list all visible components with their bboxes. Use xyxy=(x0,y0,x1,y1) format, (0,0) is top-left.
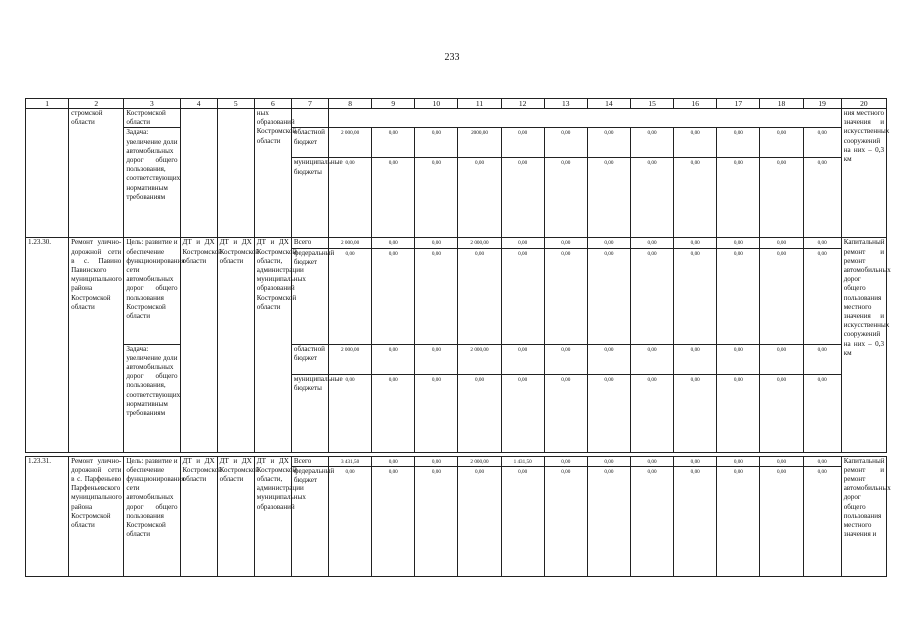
value-cell: 0,00 xyxy=(415,466,458,576)
value-cell: 0,00 xyxy=(674,374,717,452)
coexecutor-cell: ДТ и ДХ Костромской области xyxy=(217,456,254,576)
table-row xyxy=(26,344,887,374)
value-cell: 0,00 xyxy=(501,466,544,576)
column-number: 13 xyxy=(544,99,587,109)
value-cell: 0,00 xyxy=(372,374,415,452)
value-cell: 0,00 xyxy=(587,128,630,158)
value-cell: 0,00 xyxy=(329,374,372,452)
value-cell: 0,00 xyxy=(803,128,841,158)
value-cell: 0,00 xyxy=(415,238,458,248)
item-code-cell xyxy=(26,109,69,238)
value-cell: 0,00 xyxy=(803,248,841,344)
value-cell: 0,00 xyxy=(803,374,841,452)
value-cell: 2 000,00 xyxy=(329,128,372,158)
value-cell: 2 000,00 xyxy=(458,456,501,466)
value-cell: 0,00 xyxy=(674,238,717,248)
coexecutor-cell xyxy=(217,109,254,238)
item-name-cell: Ремонт улично-дорожной сети в с. Парфеньево Парфеньевского муниципального района Костромской области xyxy=(69,456,124,576)
column-number: 8 xyxy=(329,99,372,109)
value-cell: 0,00 xyxy=(329,466,372,576)
value-cell: 0,00 xyxy=(760,238,803,248)
column-number: 15 xyxy=(631,99,674,109)
value-cell: 0,00 xyxy=(329,158,372,238)
column-number: 7 xyxy=(291,99,328,109)
item-code-cell: 1.23.31. xyxy=(26,456,69,576)
executor-cell xyxy=(180,109,217,238)
goal-cell: Цель: развитие и обеспечение функционирования сети автомобильных дорог общего пользования Костромской области xyxy=(124,238,180,344)
value-cell: 0,00 xyxy=(803,238,841,248)
value-cell: 0,00 xyxy=(631,248,674,344)
value-cell: 0,00 xyxy=(501,128,544,158)
value-cell: 0,00 xyxy=(803,158,841,238)
source-label: Всего xyxy=(291,238,328,248)
source-label: муниципальные бюджеты xyxy=(291,158,328,238)
item-name-cell: Ремонт улично-дорожной сети в с. Павино Павинского муниципального района Костромской области xyxy=(69,238,124,452)
value-cell: 0,00 xyxy=(587,466,630,576)
value-cell: 0,00 xyxy=(717,456,760,466)
value-cell: 0,00 xyxy=(674,128,717,158)
value-cell: 0,00 xyxy=(631,344,674,374)
column-number: 18 xyxy=(760,99,803,109)
source-label: Всего xyxy=(291,456,328,466)
value-cell: 0,00 xyxy=(501,374,544,452)
value-cell: 0,00 xyxy=(458,248,501,344)
value-cell: 2 000,00 xyxy=(458,344,501,374)
value-cell: 0,00 xyxy=(415,158,458,238)
value-cell: 0,00 xyxy=(717,466,760,576)
item-name-cell: стромской области xyxy=(69,109,124,238)
values-blank xyxy=(329,109,842,128)
goal-cell: Костромской области xyxy=(124,109,180,128)
value-cell: 0,00 xyxy=(717,238,760,248)
value-cell: 0,00 xyxy=(587,158,630,238)
task-cell: Задача: увеличение доли автомобильных дорог общего пользования, соответствующих нормативным требованиям xyxy=(124,344,180,452)
value-cell: 0,00 xyxy=(501,238,544,248)
value-cell: 0,00 xyxy=(717,158,760,238)
value-cell: 2 000,00 xyxy=(329,238,372,248)
column-number: 3 xyxy=(124,99,180,109)
value-cell: 0,00 xyxy=(501,344,544,374)
value-cell: 0,00 xyxy=(372,248,415,344)
column-number: 19 xyxy=(803,99,841,109)
value-cell: 0,00 xyxy=(717,344,760,374)
value-cell: 0,00 xyxy=(415,344,458,374)
value-cell: 0,00 xyxy=(717,374,760,452)
value-cell: 0,00 xyxy=(544,456,587,466)
value-cell: 0,00 xyxy=(458,374,501,452)
column-number-row xyxy=(26,99,887,109)
item-code-cell: 1.23.30. xyxy=(26,238,69,452)
value-cell: 2 000,00 xyxy=(458,238,501,248)
column-number: 17 xyxy=(717,99,760,109)
value-cell: 0,00 xyxy=(760,374,803,452)
value-cell: 0,00 xyxy=(674,248,717,344)
goal-cell: Цель: развитие и обеспечение функционирования сети автомобильных дорог общего пользования Костромской области xyxy=(124,456,180,576)
value-cell: 0,00 xyxy=(587,456,630,466)
value-cell: 2000,00 xyxy=(458,128,501,158)
value-cell: 0,00 xyxy=(803,466,841,576)
value-cell: 0,00 xyxy=(372,456,415,466)
value-cell: 0,00 xyxy=(760,344,803,374)
participants-cell: ных образований Костромской области xyxy=(254,109,291,238)
coexecutor-cell: ДТ и ДХ Костромской области xyxy=(217,238,254,452)
column-number: 10 xyxy=(415,99,458,109)
value-cell: 0,00 xyxy=(415,374,458,452)
value-cell: 0,00 xyxy=(674,344,717,374)
task-cell: Задача: увеличение доли автомобильных дорог общего пользования, соответствующих нормативным требованиям xyxy=(124,128,180,238)
column-number: 1 xyxy=(26,99,69,109)
value-cell: 0,00 xyxy=(587,238,630,248)
value-cell: 0,00 xyxy=(501,158,544,238)
value-cell: 0,00 xyxy=(631,128,674,158)
value-cell: 0,00 xyxy=(372,128,415,158)
value-cell: 0,00 xyxy=(760,128,803,158)
value-cell: 0,00 xyxy=(544,344,587,374)
participants-cell: ДТ и ДХ Костромской области, администрации муниципальных образований Костромской области xyxy=(254,238,291,452)
value-cell: 0,00 xyxy=(717,248,760,344)
value-cell: 0,00 xyxy=(415,128,458,158)
value-cell: 0,00 xyxy=(372,238,415,248)
participants-cell: ДТ и ДХ Костромской области, администрации муниципальных образований xyxy=(254,456,291,576)
value-cell: 0,00 xyxy=(544,248,587,344)
column-number: 12 xyxy=(501,99,544,109)
value-cell: 0,00 xyxy=(760,456,803,466)
result-cell: Капитальный ремонт и ремонт автомобильных дорог общего пользования местного значения и xyxy=(841,456,886,576)
value-cell: 0,00 xyxy=(544,158,587,238)
value-cell: 0,00 xyxy=(458,466,501,576)
result-cell: ния местного значения и искусственных сооружений на них – 0,3 км xyxy=(841,109,886,238)
value-cell: 0,00 xyxy=(372,344,415,374)
value-cell: 0,00 xyxy=(631,238,674,248)
value-cell: 0,00 xyxy=(760,466,803,576)
source-label: федеральный бюджет xyxy=(291,466,328,576)
column-number: 6 xyxy=(254,99,291,109)
column-number: 14 xyxy=(587,99,630,109)
program-table xyxy=(25,98,891,577)
value-cell: 0,00 xyxy=(544,128,587,158)
value-cell: 2 000,00 xyxy=(329,344,372,374)
column-number: 20 xyxy=(841,99,886,109)
value-cell: 0,00 xyxy=(544,374,587,452)
value-cell: 0,00 xyxy=(760,158,803,238)
value-cell: 0,00 xyxy=(631,466,674,576)
executor-cell: ДТ и ДХ Костромской области xyxy=(180,456,217,576)
column-number: 9 xyxy=(372,99,415,109)
value-cell: 0,00 xyxy=(587,344,630,374)
value-cell: 1 431,50 xyxy=(501,456,544,466)
column-number: 2 xyxy=(69,99,124,109)
executor-cell: ДТ и ДХ Костромской области xyxy=(180,238,217,452)
value-cell: 0,00 xyxy=(674,158,717,238)
value-cell: 0,00 xyxy=(631,158,674,238)
value-cell: 0,00 xyxy=(544,238,587,248)
value-cell: 0,00 xyxy=(501,248,544,344)
source-label: областной бюджет xyxy=(291,128,328,158)
value-cell: 0,00 xyxy=(803,456,841,466)
source-cell xyxy=(291,109,328,128)
value-cell: 0,00 xyxy=(415,248,458,344)
value-cell: 0,00 xyxy=(372,158,415,238)
table-row xyxy=(26,109,887,128)
value-cell: 0,00 xyxy=(717,128,760,158)
value-cell: 0,00 xyxy=(631,456,674,466)
value-cell: 0,00 xyxy=(674,466,717,576)
table-row xyxy=(26,456,887,466)
value-cell: 0,00 xyxy=(587,248,630,344)
value-cell: 0,00 xyxy=(631,374,674,452)
value-cell: 0,00 xyxy=(760,248,803,344)
result-cell: Капитальный ремонт и ремонт автомобильных дорог общего пользования местного значения и искусственных сооружений на них – 0,3 км xyxy=(841,238,886,452)
column-number: 11 xyxy=(458,99,501,109)
value-cell: 0,00 xyxy=(803,344,841,374)
value-cell: 0,00 xyxy=(329,248,372,344)
table-row xyxy=(26,238,887,248)
column-number: 4 xyxy=(180,99,217,109)
source-label: муниципальные бюджеты xyxy=(291,374,328,452)
value-cell: 0,00 xyxy=(544,466,587,576)
source-label: федеральный бюджет xyxy=(291,248,328,344)
source-label: областной бюджет xyxy=(291,344,328,374)
value-cell: 0,00 xyxy=(415,456,458,466)
column-number: 5 xyxy=(217,99,254,109)
value-cell: 3 431,50 xyxy=(329,456,372,466)
column-number: 16 xyxy=(674,99,717,109)
value-cell: 0,00 xyxy=(587,374,630,452)
value-cell: 0,00 xyxy=(458,158,501,238)
page-number: 233 xyxy=(444,52,460,63)
table-row xyxy=(26,128,887,158)
value-cell: 0,00 xyxy=(674,456,717,466)
value-cell: 0,00 xyxy=(372,466,415,576)
